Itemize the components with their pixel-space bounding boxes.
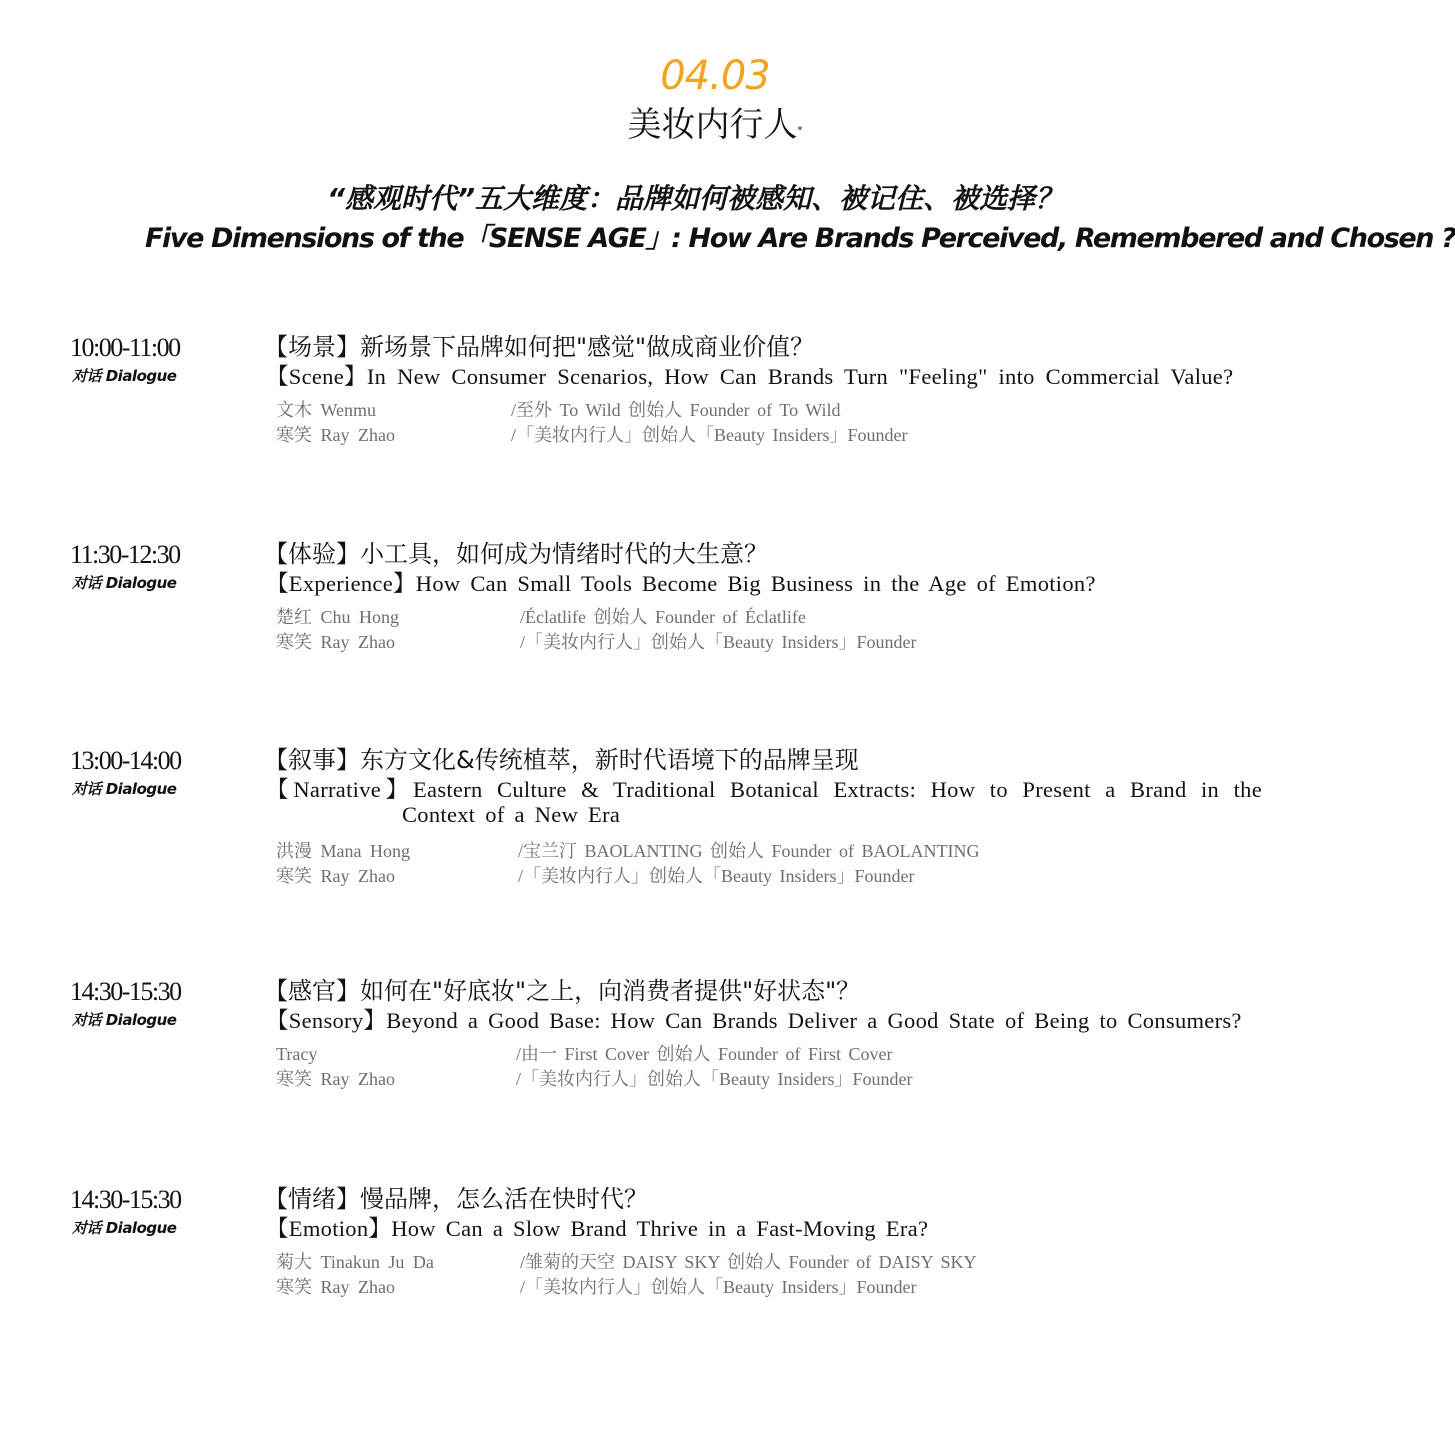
session-title-en: 【Sensory】Beyond a Good Base: How Can Brands Deliver a Good State of Being to Consumers? (266, 1008, 1242, 1033)
session-format: 对话 Dialogue (72, 780, 177, 798)
speaker-name: 文木 Wenmu (276, 400, 377, 420)
speaker-row (276, 605, 1176, 630)
speaker-role: /「美妆内行人」创始人「Beauty Insiders」Founder (511, 425, 908, 445)
speaker-role: /「美妆内行人」创始人「Beauty Insiders」Founder (520, 632, 917, 652)
session-time: 13:00-14:00 (70, 746, 181, 775)
speaker-role: /「美妆内行人」创始人「Beauty Insiders」Founder (516, 1069, 913, 1089)
session-time: 14:30-15:30 (70, 1185, 181, 1214)
organizer-label: 美妆内行人 (627, 105, 798, 145)
session-title-en: 【Emotion】How Can a Slow Brand Thrive in a Fast-Moving Era? (266, 1216, 929, 1241)
speaker-name: 寒笑 Ray Zhao (276, 632, 395, 652)
speaker-role: /雏菊的天空 DAISY SKY 创始人 Founder of DAISY SKY (520, 1252, 977, 1272)
speaker-row (276, 1250, 1176, 1275)
session-time: 14:30-15:30 (70, 977, 181, 1006)
speaker-role: /「美妆内行人」创始人「Beauty Insiders」Founder (518, 866, 915, 886)
speaker-name: 寒笑 Ray Zhao (276, 425, 395, 445)
speaker-row (276, 398, 1176, 423)
speaker-list (276, 839, 1176, 889)
speaker-list (276, 1042, 1176, 1092)
session-format: 对话 Dialogue (72, 1219, 177, 1237)
speaker-name: 洪漫 Mana Hong (276, 841, 410, 861)
session-time: 11:30-12:30 (70, 540, 180, 569)
speaker-row (276, 1067, 1176, 1092)
speaker-row (276, 864, 1176, 889)
speaker-row (276, 423, 1176, 448)
speaker-row (276, 1042, 1176, 1067)
speaker-list (276, 398, 1176, 448)
session-title-zh: 【情绪】慢品牌，怎么活在快时代？ (264, 1185, 648, 1213)
speaker-name: 寒笑 Ray Zhao (276, 866, 395, 886)
session-format: 对话 Dialogue (72, 367, 177, 385)
speaker-row (276, 839, 1176, 864)
session-title-en: 【Scene】In New Consumer Scenarios, How Can Brands Turn "Feeling" into Commercial Value? (266, 364, 1234, 389)
speaker-role: /由一 First Cover 创始人 Founder of First Cover (516, 1044, 893, 1064)
session-title-en: 【Experience】How Can Small Tools Become Big Business in the Age of Emotion? (266, 571, 1096, 596)
speaker-name: 寒笑 Ray Zhao (276, 1069, 395, 1089)
theme-title-zh: “感观时代”五大维度：品牌如何被感知、被记住、被选择？ (326, 182, 1064, 215)
speaker-role: /宝兰汀 BAOLANTING 创始人 Founder of BAOLANTING (518, 841, 980, 861)
speaker-name: Tracy (276, 1044, 318, 1064)
session-title-zh: 【场景】新场景下品牌如何把"感觉"做成商业价值？ (264, 333, 815, 361)
session-title-en: 【Narrative】Eastern Culture & Traditional Botanical Extracts: How to Present a Brand in the Context of a New Era (266, 777, 1262, 827)
speaker-name: 楚红 Chu Hong (276, 607, 400, 627)
session-format: 对话 Dialogue (72, 574, 177, 592)
speaker-name: 寒笑 Ray Zhao (276, 1277, 395, 1297)
speaker-role: /至外 To Wild 创始人 Founder of To Wild (511, 400, 841, 420)
session-title-zh: 【感官】如何在"好底妆"之上，向消费者提供"好状态"？ (264, 977, 861, 1005)
session-time: 10:00-11:00 (70, 333, 180, 362)
speaker-role: /「美妆内行人」创始人「Beauty Insiders」Founder (520, 1277, 917, 1297)
organizer-name (0, 100, 1280, 150)
organizer-mark: * (797, 125, 803, 136)
theme-title-en: Five Dimensions of the「SENSE AGE」: How Are Brands Perceived, Remembered and Chosen ? (145, 223, 1455, 254)
event-date: 04.03 (660, 53, 770, 99)
speaker-list (276, 605, 1176, 655)
session-title-zh: 【叙事】东方文化&传统植萃，新时代语境下的品牌呈现 (264, 746, 859, 774)
speaker-row (276, 1275, 1176, 1300)
session-title-zh: 【体验】小工具，如何成为情绪时代的大生意？ (264, 540, 768, 568)
speaker-role: /Éclatlife 创始人 Founder of Éclatlife (520, 607, 806, 627)
speaker-list (276, 1250, 1176, 1300)
session-format: 对话 Dialogue (72, 1011, 177, 1029)
speaker-name: 菊大 Tinakun Ju Da (276, 1252, 434, 1272)
speaker-row (276, 630, 1176, 655)
